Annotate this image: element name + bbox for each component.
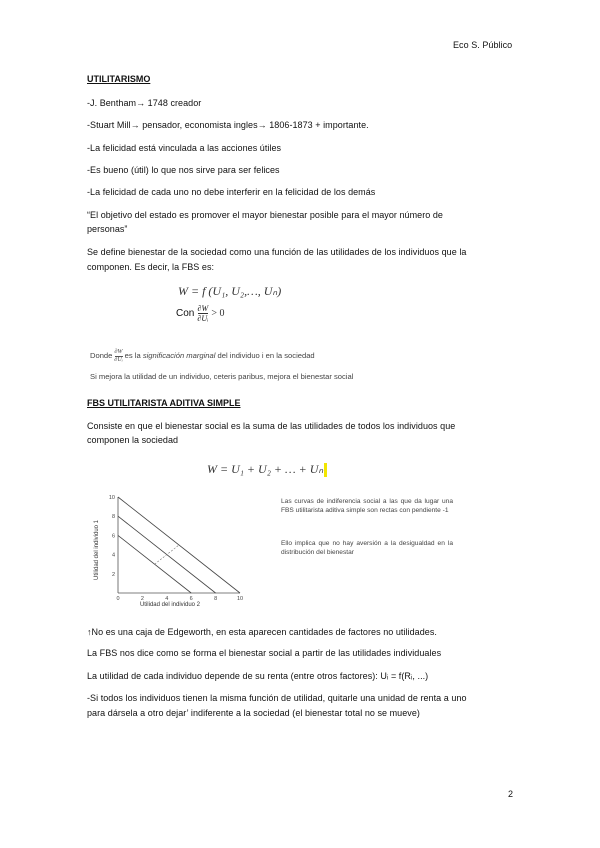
additive-formula	[207, 462, 327, 477]
note-post: del individuo i en la sociedad	[217, 351, 315, 360]
x-tick-label: 0	[116, 596, 120, 602]
condition-inequality: > 0	[211, 308, 225, 319]
running-header: Eco S. Público	[453, 40, 513, 50]
note-fraction-denominator: ∂Uᵢ	[114, 356, 123, 363]
x-tick-label: 10	[236, 596, 244, 602]
fbs-condition	[176, 304, 225, 323]
edgeworth-note: ↑No es una caja de Edgeworth, en esta aparecen cantidades de factores no utilidades.	[87, 627, 437, 637]
note-italic: significación marginal	[142, 351, 216, 360]
y-axis-label: Utilidad del individuo 1	[94, 519, 100, 581]
fbs-formula: W = f (U₁, U₂,…, Uₙ)	[178, 284, 282, 298]
bullet-3: -La felicidad está vinculada a las acciones útiles	[87, 143, 282, 153]
partial-fraction	[197, 304, 208, 323]
fbs-description-line-1: Consiste en que el bienestar social es la suma de las utilidades de todos los individuos que	[87, 421, 456, 431]
bullet-1: -J. Bentham→ 1748 creador	[87, 98, 202, 108]
fbs-description-line-2: componen la sociedad	[87, 435, 179, 445]
bullet-2: -Stuart Mill→ pensador, economista ingles→ 1806-1873 + importante.	[87, 120, 369, 130]
y-tick-label: 10	[108, 495, 115, 501]
bullet-5: -La felicidad de cada uno no debe interferir en la felicidad de los demás	[87, 187, 376, 197]
x-tick-label: 2	[140, 596, 144, 602]
condition-prefix: Con	[176, 308, 195, 319]
note-pre: es la	[124, 351, 141, 360]
indifference-curves-chart	[88, 493, 248, 613]
definition-line-1: Se define bienestar de la sociedad como una función de las utilidades de los individuos que la	[87, 247, 467, 257]
y-tick-label: 4	[111, 552, 115, 559]
quote-line-2: personas”	[87, 224, 128, 234]
note-donde: Donde	[90, 351, 113, 360]
x-tick-label: 6	[189, 596, 193, 602]
note-fraction	[114, 349, 122, 363]
y-tick-label: 6	[111, 533, 115, 540]
bullet-4: -Es bueno (útil) lo que nos sirve para ser felices	[87, 165, 280, 175]
section-title-utilitarismo: UTILITARISMO	[87, 74, 151, 84]
fraction-denominator: ∂Uᵢ	[197, 314, 209, 323]
cursor-highlight	[324, 463, 327, 477]
fraction-numerator: ∂W	[197, 304, 209, 313]
graph-note-1: Las curvas de indiferencia social a las que da lugar una FBS utilitarista aditiva simple son rectas con pendiente -1	[281, 498, 453, 514]
note-fraction-numerator: ∂W	[114, 349, 123, 355]
marginal-note-line-2: Si mejora la utilidad de un individuo, ceteris paribus, mejora el bienestar social	[90, 372, 354, 381]
y-tick-label: 2	[111, 571, 115, 578]
x-tick-label: 8	[214, 596, 218, 602]
x-tick-label: 4	[165, 596, 169, 602]
indifference-line-1	[118, 535, 191, 593]
equal-utility-line-1: -Si todos los individuos tienen la misma función de utilidad, quitarle una unidad de renta a uno	[87, 693, 467, 703]
additive-formula-text: W = U₁ + U₂ + … + Uₙ	[207, 462, 324, 476]
graph-note-2: Ello implica que no hay aversión a la desigualdad en la distribución del bienestar	[281, 540, 453, 556]
marginal-note-line-1	[90, 349, 315, 363]
equal-utility-line-2: para dársela a otro dejar’ indiferente a la sociedad (el bienestar total no se mueve)	[87, 708, 420, 718]
page-number: 2	[508, 789, 514, 799]
quote-line-1: “El objetivo del estado es promover el mayor bienestar posible para el mayor número de	[87, 210, 443, 220]
section-title-fbs-aditiva: FBS UTILITARISTA ADITIVA SIMPLE	[87, 398, 241, 408]
definition-line-2: componen. Es decir, la FBS es:	[87, 262, 215, 272]
x-axis-label: Utilidad del individuo 2	[139, 602, 201, 608]
utility-depends-income: La utilidad de cada individuo depende de su renta (entre otros factores): Uᵢ = f(Rᵢ, ...)	[87, 671, 429, 681]
y-tick-label: 8	[111, 514, 115, 521]
fbs-formation: La FBS nos dice como se forma el bienestar social a partir de las utilidades individuales	[87, 648, 442, 658]
